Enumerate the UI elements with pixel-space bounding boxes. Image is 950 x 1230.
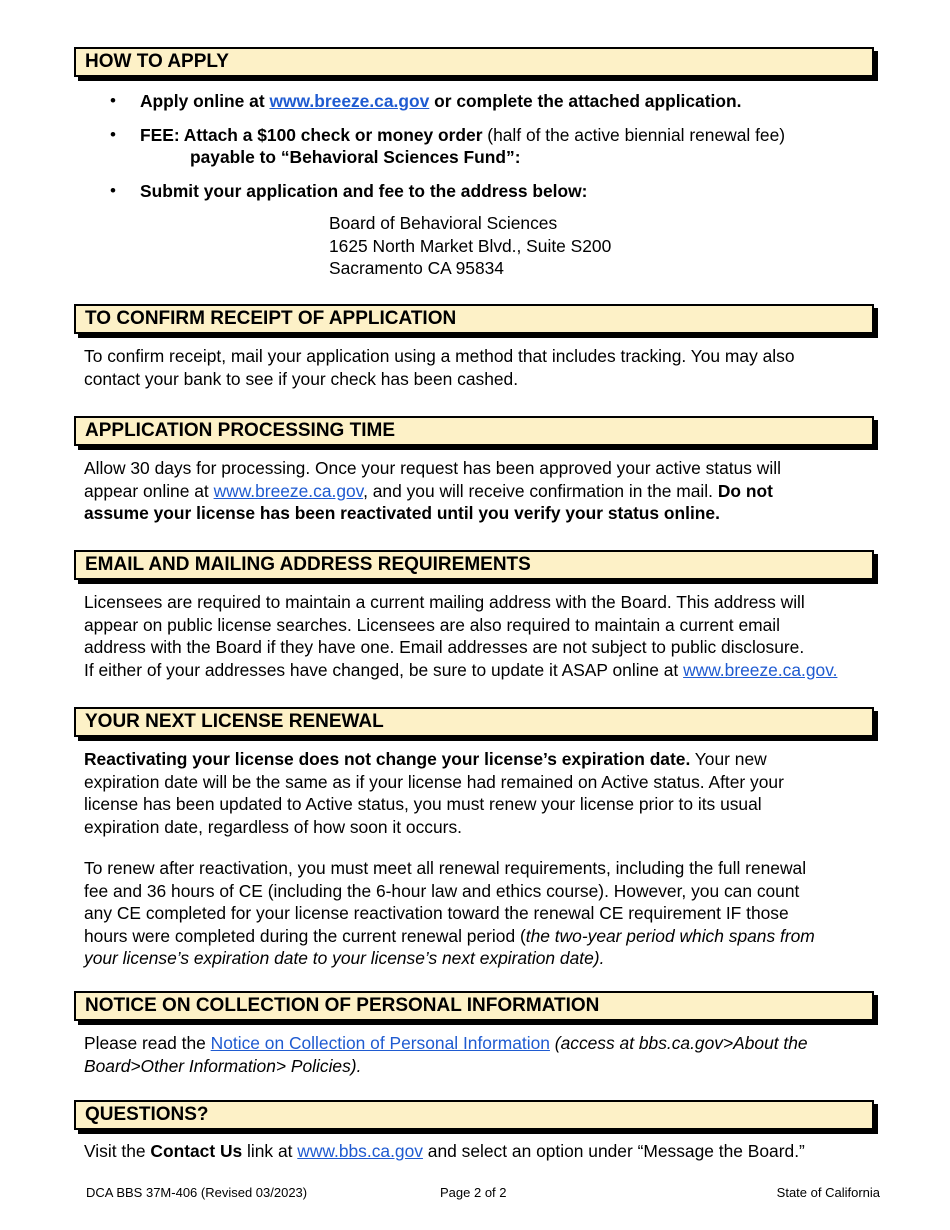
renewal-paragraph-2 (84, 857, 884, 970)
footer-page-number: Page 2 of 2 (440, 1185, 507, 1200)
italic-text: Board>Other Information> Policies). (84, 1055, 362, 1076)
fee-text: FEE: Attach a $100 check or money order (140, 124, 483, 145)
notice-link[interactable]: Notice on Collection of Personal Information (210, 1033, 550, 1053)
paragraph-line: expiration date will be the same as if your license had remained on Active status. After your (84, 771, 784, 792)
paragraph-line: any CE completed for your license reactivation toward the renewal CE requirement IF those (84, 903, 789, 923)
confirm-paragraph (84, 345, 884, 390)
mailing-address (329, 212, 611, 280)
emphasis-text: Reactivating your license does not change your license’s expiration date. (84, 749, 691, 769)
heading-processing-time: APPLICATION PROCESSING TIME (74, 416, 874, 446)
list-item (110, 90, 870, 113)
bullet-text: or complete the attached application. (429, 91, 742, 111)
paragraph-text: link at (242, 1141, 298, 1161)
paragraph-line: To renew after reactivation, you must meet all renewal requirements, including the full renewal (84, 858, 807, 878)
paragraph-text: , and you will receive confirmation in the mail. (363, 480, 718, 501)
breeze-link[interactable]: www.breeze.ca.gov. (683, 659, 838, 680)
paragraph-line: address with the Board if they have one. Email addresses are not subject to public disclosure. (84, 637, 805, 657)
heading-notice: NOTICE ON COLLECTION OF PERSONAL INFORMATION (74, 991, 874, 1021)
paragraph-line: Allow 30 days for processing. Once your request has been approved your active status will (84, 458, 781, 478)
italic-text: your license’s expiration date to your license’s next expiration date). (84, 948, 605, 968)
heading-license-renewal: YOUR NEXT LICENSE RENEWAL (74, 707, 874, 737)
paragraph-line: fee and 36 hours of CE (including the 6-hour law and ethics course). However, you can count (84, 880, 800, 901)
heading-confirm-receipt: TO CONFIRM RECEIPT OF APPLICATION (74, 304, 874, 334)
footer-state: State of California (776, 1185, 880, 1200)
heading-email-mailing: EMAIL AND MAILING ADDRESS REQUIREMENTS (74, 550, 874, 580)
renewal-paragraph-1 (84, 748, 884, 838)
questions-paragraph (84, 1140, 884, 1163)
paragraph-text: If either of your addresses have changed, be sure to update it ASAP online at (84, 659, 684, 680)
italic-text: (access at bbs.ca.gov>About the (549, 1033, 808, 1053)
paragraph-text: Please read the (84, 1033, 211, 1053)
paragraph-text: and select an option under “Message the Board.” (422, 1141, 805, 1161)
warning-text: assume your license has been reactivated until you verify your status online. (84, 503, 720, 523)
paragraph-line: license has been updated to Active status, you must renew your license prior to its usual (84, 794, 762, 814)
paragraph-line: appear on public license searches. Licensees are also required to maintain a current email (84, 614, 781, 635)
address-line: Board of Behavioral Sciences (329, 213, 558, 233)
paragraph-line: Licensees are required to maintain a current mailing address with the Board. This address will (84, 592, 805, 612)
footer-form-id: DCA BBS 37M-406 (Revised 03/2023) (86, 1185, 308, 1200)
warning-text: Do not (717, 480, 773, 501)
list-item (110, 180, 870, 203)
paragraph-text: hours were completed during the current renewal period ( (84, 925, 526, 946)
fee-note: (half of the active biennial renewal fee) (482, 124, 786, 145)
bullet-text: Submit your application and fee to the address below: (140, 180, 588, 201)
list-item (110, 124, 870, 169)
bullet-text: Apply online at (140, 91, 270, 111)
paragraph-text: Your new (690, 749, 767, 769)
processing-paragraph (84, 457, 884, 525)
paragraph-text: appear online at (84, 480, 214, 501)
breeze-link[interactable]: www.breeze.ca.gov (213, 480, 364, 501)
emphasis-text: Contact Us (150, 1141, 243, 1161)
paragraph-text: Visit the (84, 1141, 151, 1161)
email-paragraph (84, 591, 884, 681)
address-line: Sacramento CA 95834 (329, 258, 504, 278)
paragraph-line: To confirm receipt, mail your application using a method that includes tracking. You may also (84, 346, 795, 366)
breeze-link[interactable]: www.breeze.ca.gov (269, 91, 430, 111)
apply-bullet-list (110, 90, 870, 213)
heading-questions: QUESTIONS? (74, 1100, 874, 1130)
paragraph-line: contact your bank to see if your check has been cashed. (84, 368, 519, 389)
bbs-link[interactable]: www.bbs.ca.gov (297, 1141, 423, 1161)
address-line: 1625 North Market Blvd., Suite S200 (329, 235, 612, 256)
payable-text: payable to “Behavioral Sciences Fund”: (190, 147, 521, 167)
heading-how-to-apply: HOW TO APPLY (74, 47, 874, 77)
notice-paragraph (84, 1032, 884, 1077)
paragraph-line: expiration date, regardless of how soon it occurs. (84, 816, 462, 837)
italic-text: the two-year period which spans from (525, 925, 815, 946)
